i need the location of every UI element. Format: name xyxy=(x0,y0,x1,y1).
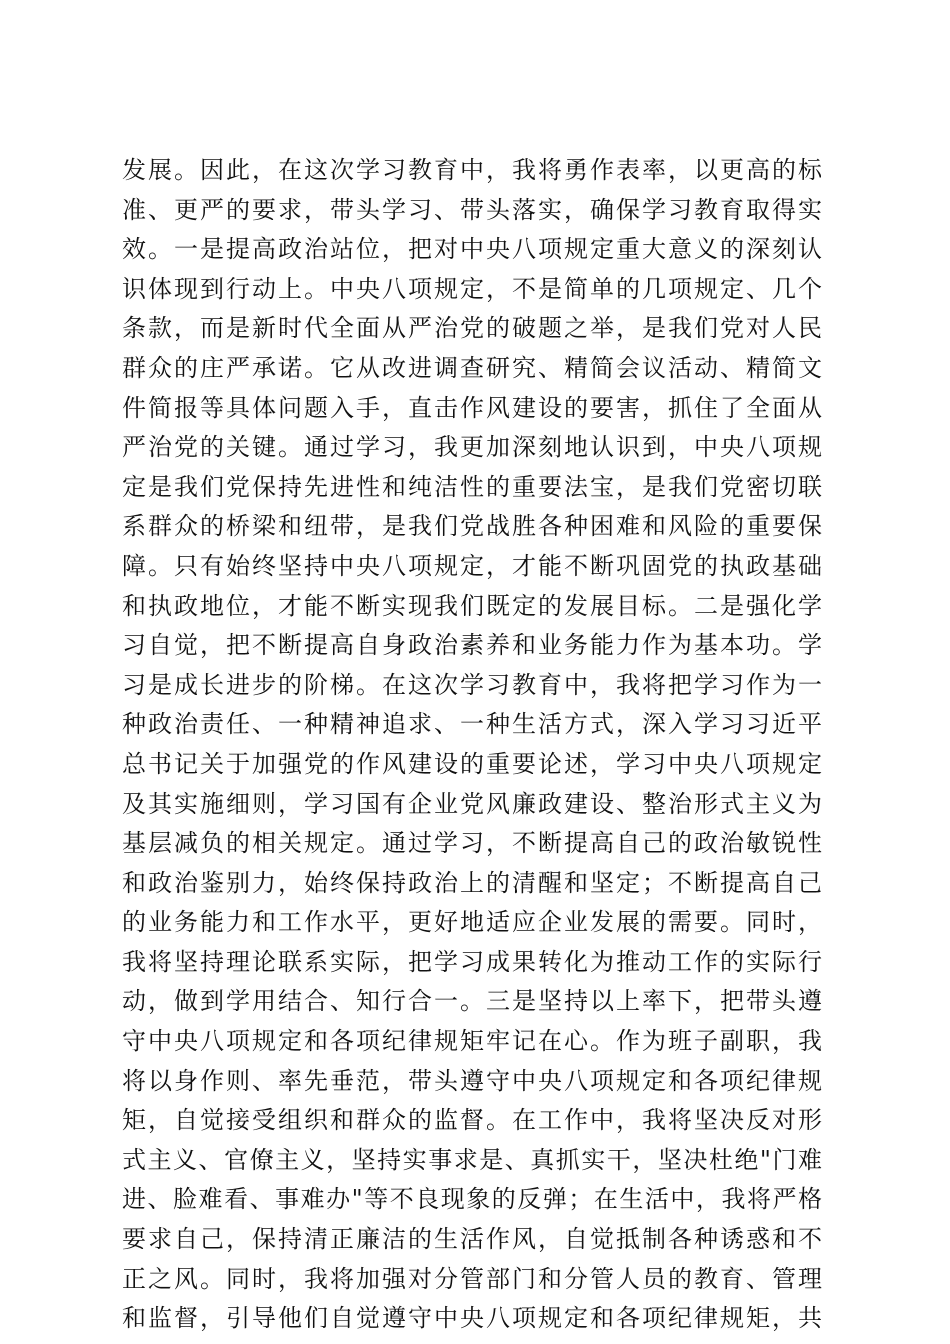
text-line: 将以身作则、率先垂范，带头遵守中央八项规定和各项纪律规 xyxy=(122,1066,822,1095)
text-line: 和政治鉴别力，始终保持政治上的清醒和坚定；不断提高自己 xyxy=(122,868,822,897)
text-line: 守中央八项规定和各项纪律规矩牢记在心。作为班子副职，我 xyxy=(122,1027,822,1056)
text-line: 件简报等具体问题入手，直击作风建设的要害，抓住了全面从 xyxy=(122,393,822,422)
text-line: 矩，自觉接受组织和群众的监督。在工作中，我将坚决反对形 xyxy=(122,1106,822,1135)
text-line: 和执政地位，才能不断实现我们既定的发展目标。二是强化学 xyxy=(122,591,822,620)
text-line: 总书记关于加强党的作风建设的重要论述，学习中央八项规定 xyxy=(122,749,822,778)
text-line: 及其实施细则，学习国有企业党风廉政建设、整治形式主义为 xyxy=(122,789,822,818)
text-line: 种政治责任、一种精神追求、一种生活方式，深入学习习近平 xyxy=(122,710,822,739)
text-line: 习是成长进步的阶梯。在这次学习教育中，我将把学习作为一 xyxy=(122,670,822,699)
text-line: 定是我们党保持先进性和纯洁性的重要法宝，是我们党密切联 xyxy=(122,472,822,501)
text-line: 动，做到学用结合、知行合一。三是坚持以上率下，把带头遵 xyxy=(122,987,822,1016)
text-line: 进、脸难看、事难办"等不良现象的反弹；在生活中，我将严格 xyxy=(122,1185,822,1214)
text-line: 我将坚持理论联系实际，把学习成果转化为推动工作的实际行 xyxy=(122,947,822,976)
text-line: 式主义、官僚主义，坚持实事求是、真抓实干，坚决杜绝"门难 xyxy=(122,1145,822,1174)
text-line: 正之风。同时，我将加强对分管部门和分管人员的教育、管理 xyxy=(122,1264,822,1293)
text-line: 基层减负的相关规定。通过学习，不断提高自己的政治敏锐性 xyxy=(122,829,822,858)
text-line: 群众的庄严承诺。它从改进调查研究、精简会议活动、精简文 xyxy=(122,353,822,382)
text-line: 准、更严的要求，带头学习、带头落实，确保学习教育取得实 xyxy=(122,195,822,224)
text-line: 习自觉，把不断提高自身政治素养和业务能力作为基本功。学 xyxy=(122,631,822,660)
text-line: 效。一是提高政治站位，把对中央八项规定重大意义的深刻认 xyxy=(122,235,822,264)
text-line: 和监督，引导他们自觉遵守中央八项规定和各项纪律规矩，共 xyxy=(122,1304,822,1333)
text-line: 的业务能力和工作水平，更好地适应企业发展的需要。同时， xyxy=(122,908,822,937)
text-line: 识体现到行动上。中央八项规定，不是简单的几项规定、几个 xyxy=(122,274,822,303)
text-line: 要求自己，保持清正廉洁的生活作风，自觉抵制各种诱惑和不 xyxy=(122,1225,822,1254)
text-line: 严治党的关键。通过学习，我更加深刻地认识到，中央八项规 xyxy=(122,433,822,462)
text-line: 条款，而是新时代全面从严治党的破题之举，是我们党对人民 xyxy=(122,314,822,343)
text-line: 发展。因此，在这次学习教育中，我将勇作表率，以更高的标 xyxy=(122,156,822,184)
text-line: 障。只有始终坚持中央八项规定，才能不断巩固党的执政基础 xyxy=(122,551,822,580)
body-text xyxy=(122,151,822,1339)
text-line: 系群众的桥梁和纽带，是我们党战胜各种困难和风险的重要保 xyxy=(122,512,822,541)
